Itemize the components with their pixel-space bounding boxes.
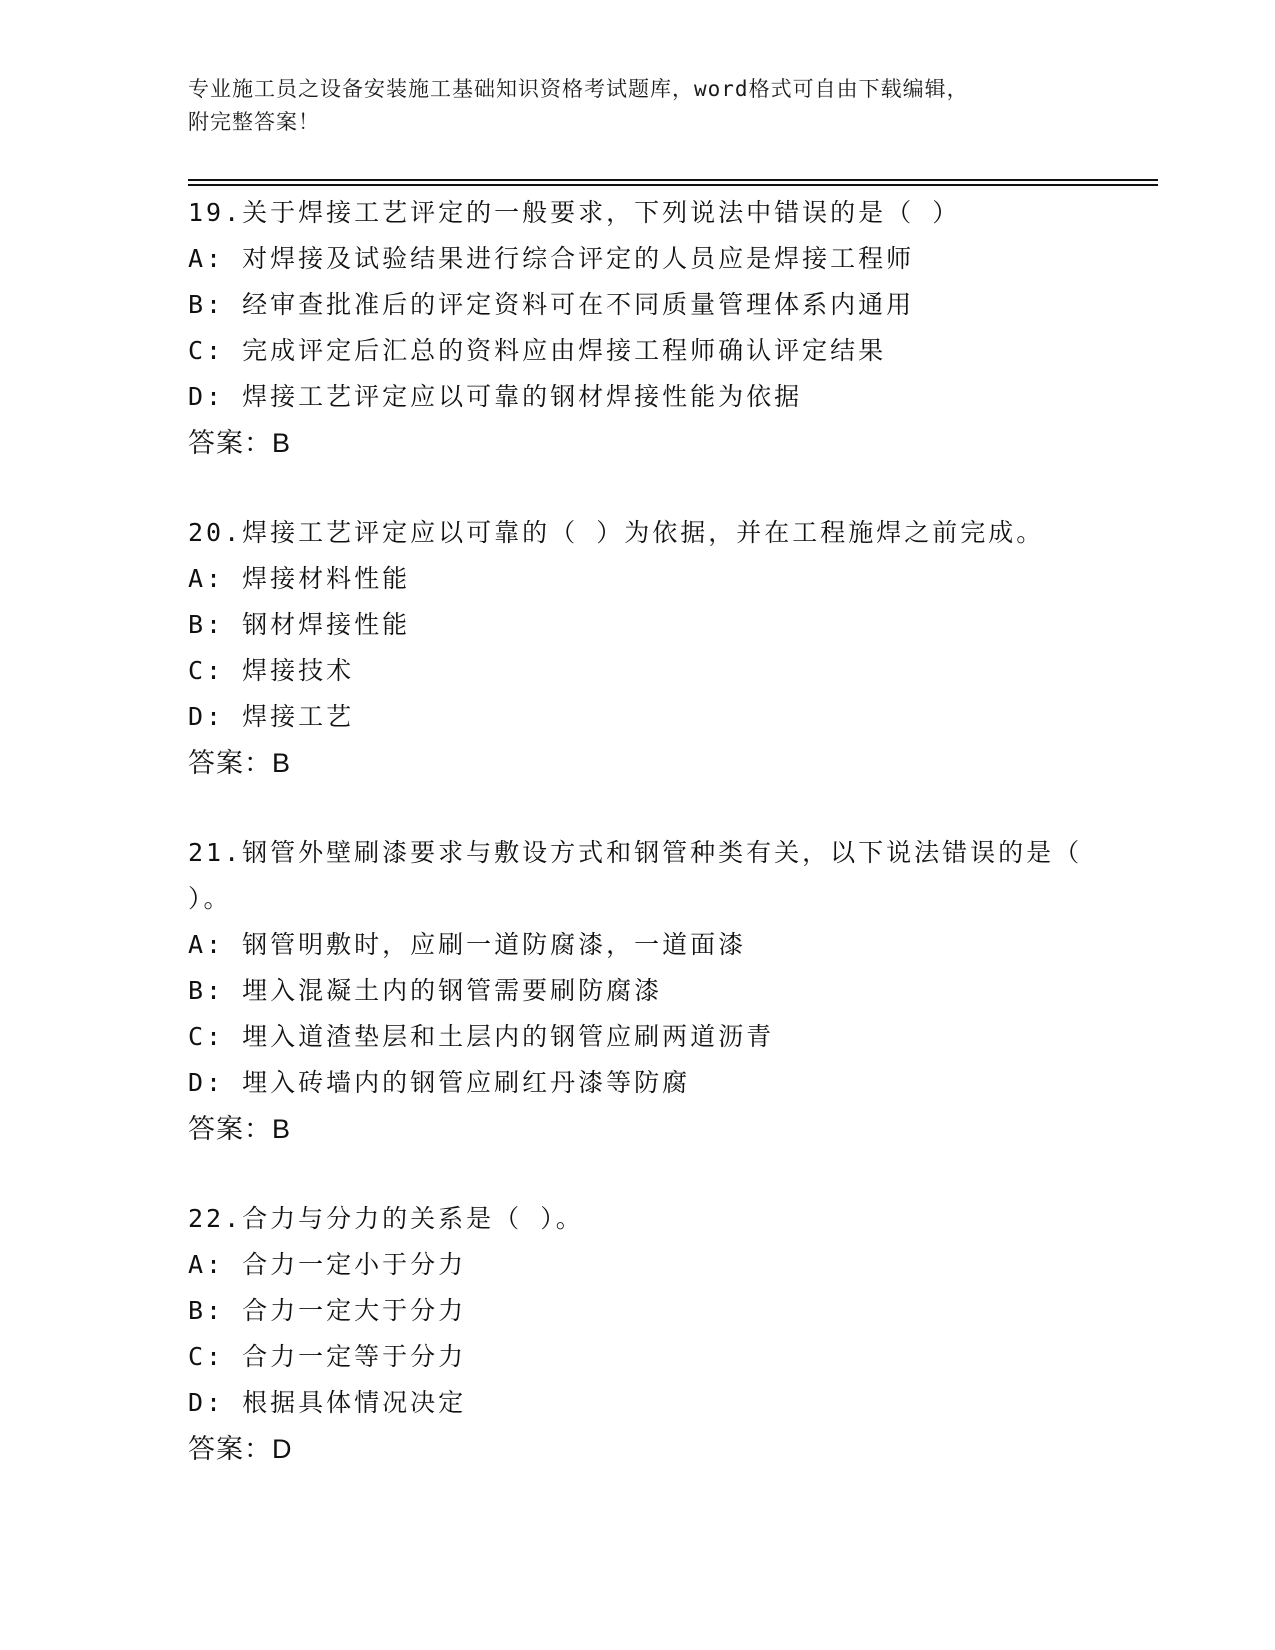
option-b: B: 埋入混凝土内的钢管需要刷防腐漆 (188, 976, 663, 1005)
question-stem: 19.关于焊接工艺评定的一般要求，下列说法中错误的是（ ） (188, 198, 961, 227)
header-divider-bottom (188, 184, 1158, 186)
option-d: D: 埋入砖墙内的钢管应刷红丹漆等防腐 (188, 1068, 691, 1097)
question-21 (188, 830, 1168, 1152)
option-b: B: 钢材焊接性能 (188, 610, 411, 639)
answer-label: 答案：D (188, 1434, 293, 1464)
header-line-1: 专业施工员之设备安装施工基础知识资格考试题库，word格式可自由下载编辑， (188, 77, 969, 101)
option-c: C: 埋入道渣垫层和土层内的钢管应刷两道沥青 (188, 1022, 775, 1051)
question-stem: 22.合力与分力的关系是（ ）。 (188, 1204, 584, 1233)
option-a: A: 焊接材料性能 (188, 564, 411, 593)
option-a: A: 合力一定小于分力 (188, 1250, 467, 1279)
question-20 (188, 510, 1168, 786)
option-a: A: 对焊接及试验结果进行综合评定的人员应是焊接工程师 (188, 244, 915, 273)
answer-label: 答案：B (188, 748, 292, 778)
option-a: A: 钢管明敷时，应刷一道防腐漆，一道面漆 (188, 930, 747, 959)
answer-label: 答案：B (188, 1114, 292, 1144)
option-b: B: 经审查批准后的评定资料可在不同质量管理体系内通用 (188, 290, 915, 319)
document-page (188, 0, 1168, 1650)
option-d: D: 焊接工艺评定应以可靠的钢材焊接性能为依据 (188, 382, 803, 411)
option-c: C: 合力一定等于分力 (188, 1342, 467, 1371)
question-19 (188, 190, 1168, 466)
option-d: D: 焊接工艺 (188, 702, 355, 731)
question-22 (188, 1196, 1168, 1472)
question-list (188, 190, 1168, 1516)
option-d: D: 根据具体情况决定 (188, 1388, 467, 1417)
option-c: C: 焊接技术 (188, 656, 355, 685)
answer-label: 答案：B (188, 428, 292, 458)
header-divider-top (188, 179, 1158, 181)
option-b: B: 合力一定大于分力 (188, 1296, 467, 1325)
document-header (188, 73, 1068, 139)
question-stem: 20.焊接工艺评定应以可靠的（ ）为依据，并在工程施焊之前完成。 (188, 518, 1045, 547)
header-line-2: 附完整答案！ (188, 110, 320, 134)
question-stem: 21.钢管外壁刷漆要求与敷设方式和钢管种类有关，以下说法错误的是（ ）。 (188, 838, 1101, 913)
option-c: C: 完成评定后汇总的资料应由焊接工程师确认评定结果 (188, 336, 887, 365)
